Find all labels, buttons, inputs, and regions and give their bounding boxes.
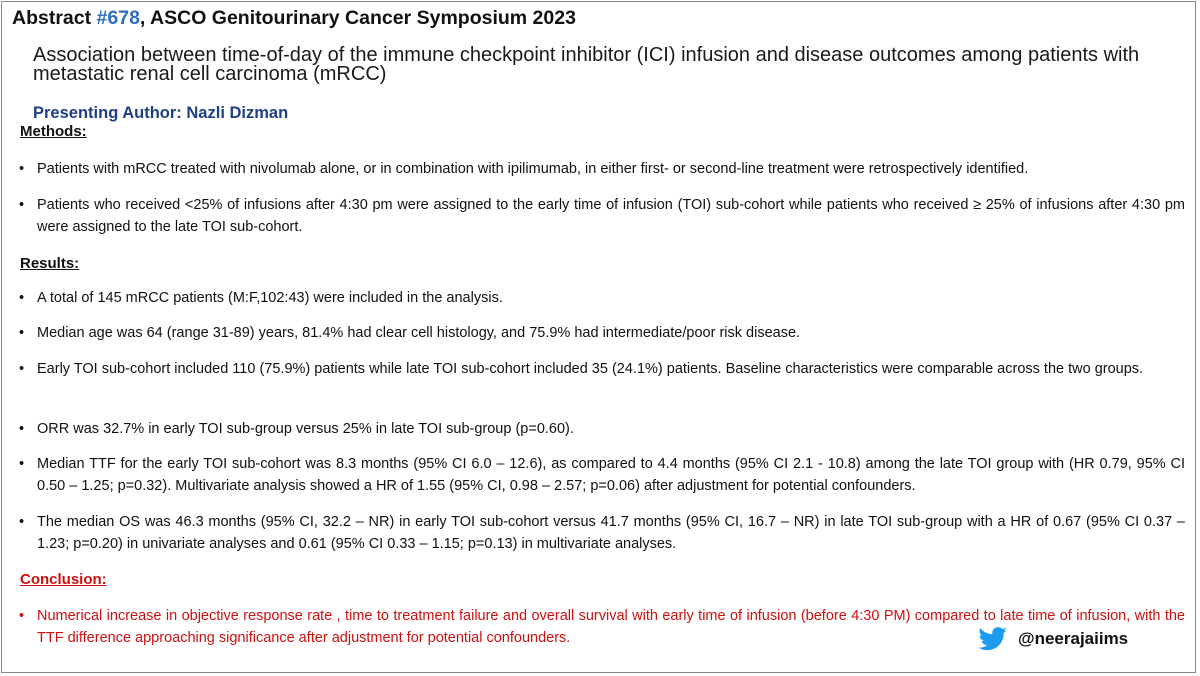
results-bullet	[19, 418, 1185, 440]
bullet-text: Median TTF for the early TOI sub-cohort was 8.3 months (95% CI 6.0 – 12.6), as compared to 4.4 months (95% CI 2.1 - 10.8) among the late TOI group with (HR 0.79, 95% CI 0.50 – 1.25; p=0.32). Multivariate analysis showed a HR of 1.55 (95% CI, 0.98 – 2.57; p=0.06) after adjustment for potential confounders.	[37, 456, 1185, 494]
bullet-text: Early TOI sub-cohort included 110 (75.9%) patients while late TOI sub-cohort included 35 (24.1%) patients. Baseline characteristics were comparable across the two groups.	[37, 361, 1144, 377]
twitter-handle: @neerajaiims	[1018, 629, 1129, 648]
bullet-dot: •	[19, 608, 25, 624]
abstract-title: Association between time-of-day of the immune checkpoint inhibitor (ICI) infusion and disease outcomes among patients with metastatic renal cell carcinoma (mRCC)	[33, 44, 1140, 85]
bullet-text: The median OS was 46.3 months (95% CI, 32.2 – NR) in early TOI sub-cohort versus 41.7 months (95% CI, 16.7 – NR) in late TOI sub-group with a HR of 0.67 (95% CI 0.37 – 1.23; p=0.20) in univariate analyses and 0.61 (95% CI 0.33 – 1.15; p=0.13) in multivariate analyses.	[37, 514, 1185, 552]
results-heading: Results:	[20, 255, 80, 272]
bullet-dot: •	[19, 325, 25, 341]
bullet-dot: •	[19, 514, 25, 530]
results-bullet	[19, 511, 1185, 555]
header-prefix: Abstract	[12, 7, 97, 29]
bullet-text: Numerical increase in objective response rate , time to treatment failure and overall survival with early time of infusion (before 4:30 PM) compared to late time of infusion, with the TTF difference approaching significance after adjustment for potential confounders.	[37, 608, 1185, 646]
bullet-dot: •	[19, 197, 25, 213]
results-bullet	[19, 358, 1185, 380]
bullet-text: Median age was 64 (range 31-89) years, 81.4% had clear cell histology, and 75.9% had intermediate/poor risk disease.	[37, 325, 801, 341]
bullet-text: A total of 145 mRCC patients (M:F,102:43) were included in the analysis.	[37, 290, 503, 306]
results-bullet	[19, 322, 1185, 344]
bullet-text: Patients with mRCC treated with nivolumab alone, or in combination with ipilimumab, in either first- or second-line treatment were retrospectively identified.	[37, 161, 1029, 177]
bullet-dot: •	[19, 361, 25, 377]
bullet-text: Patients who received <25% of infusions after 4:30 pm were assigned to the early time of infusion (TOI) sub-cohort while patients who received ≥ 25% of infusions after 4:30 pm were assigned to the late TOI sub-cohort.	[37, 197, 1185, 235]
header-suffix: , ASCO Genitourinary Cancer Symposium 2023	[139, 7, 576, 29]
results-bullet	[19, 453, 1185, 497]
methods-heading: Methods:	[20, 123, 87, 140]
methods-bullet	[19, 158, 1185, 180]
conclusion-heading: Conclusion:	[20, 571, 107, 588]
abstract-header	[12, 7, 576, 30]
results-bullet	[19, 287, 1185, 309]
twitter-credit	[978, 627, 1128, 651]
abstract-number: #678	[96, 7, 140, 29]
bullet-dot: •	[19, 161, 25, 177]
presenting-author: Presenting Author: Nazli Dizman	[33, 104, 289, 122]
bullet-dot: •	[19, 290, 25, 306]
twitter-bird-icon	[978, 627, 1008, 651]
methods-bullet	[19, 194, 1185, 238]
bullet-dot: •	[19, 421, 25, 437]
bullet-text: ORR was 32.7% in early TOI sub-group versus 25% in late TOI sub-group (p=0.60).	[37, 421, 574, 437]
bullet-dot: •	[19, 456, 25, 472]
